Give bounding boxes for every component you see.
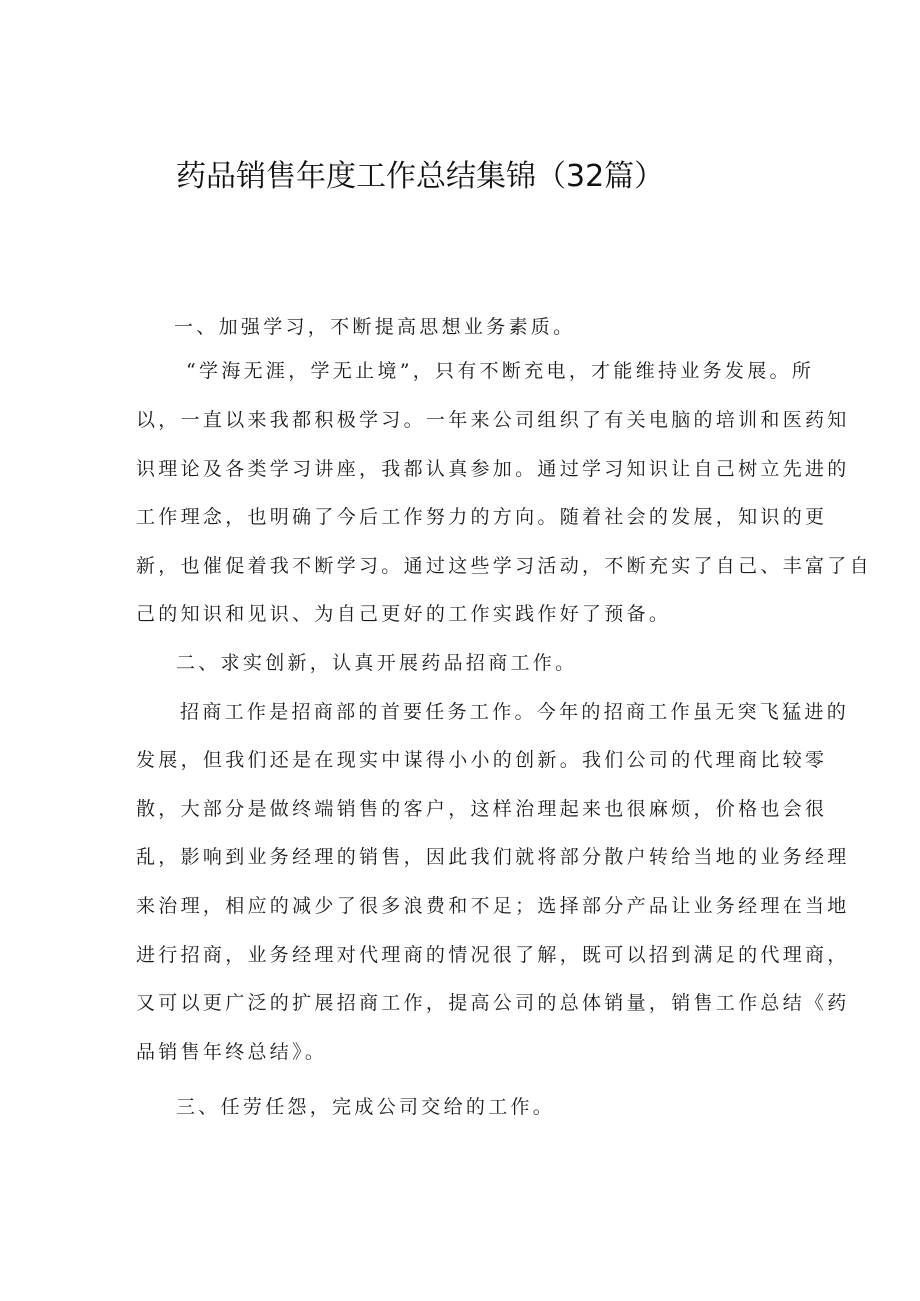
paragraph-line: “学海无涯，学无止境”，只有不断充电，才能维持业务发展。所	[186, 360, 815, 382]
paragraph-line: 己的知识和见识、为自己更好的工作实践作好了预备。	[136, 603, 672, 625]
paragraph-line: 新，也催促着我不断学习。通过这些学习活动，不断充实了自己、丰富了自	[136, 555, 872, 577]
paragraph-line: 以，一直以来我都积极学习。一年来公司组织了有关电脑的培训和医药知	[136, 409, 850, 431]
paragraph-line: 来治理，相应的减少了很多浪费和不足；选择部分产品让业务经理在当地	[136, 895, 850, 917]
paragraph-line: 乱，影响到业务经理的销售，因此我们就将部分散户转给当地的业务经理	[136, 846, 850, 868]
paragraph-line: 品销售年终总结》。	[136, 1041, 328, 1063]
paragraph-line: 招商工作是招商部的首要任务工作。今年的招商工作虽无突飞猛进的	[180, 701, 850, 723]
paragraph-line: 工作理念，也明确了今后工作努力的方向。随着社会的发展，知识的更	[136, 506, 828, 528]
document-title: 药品销售年度工作总结集锦（32篇）	[176, 159, 665, 194]
paragraph-line: 散，大部分是做终端销售的客户，这样治理起来也很麻烦，价格也会很	[136, 798, 828, 820]
section-heading-1: 一、加强学习，不断提高思想业务素质。	[174, 316, 576, 338]
section-heading-3: 三、任劳任怨，完成公司交给的工作。	[176, 1096, 556, 1118]
paragraph-line: 发展，但我们还是在现实中谋得小小的创新。我们公司的代理商比较零	[136, 749, 828, 771]
paragraph-line: 又可以更广泛的扩展招商工作，提高公司的总体销量，销售工作总结《药	[136, 992, 850, 1014]
paragraph-line: 进行招商，业务经理对代理商的情况很了解，既可以招到满足的代理商，	[136, 944, 850, 966]
section-heading-2: 二、求实创新，认真开展药品招商工作。	[176, 652, 578, 674]
paragraph-line: 识理论及各类学习讲座，我都认真参加。通过学习知识让自己树立先进的	[136, 458, 850, 480]
